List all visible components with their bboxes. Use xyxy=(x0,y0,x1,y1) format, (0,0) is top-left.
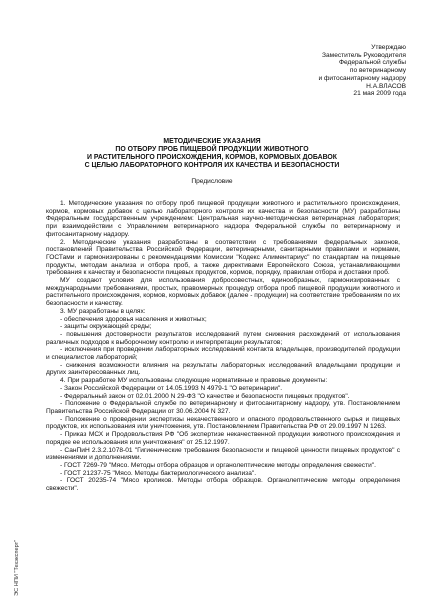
paragraph: 1. Методические указания по отбору проб пищевой продукции животного и растительного происхождения, кормов, кормовых добавок с целью лабораторного контроля их качества и безопасности (МУ) разработаны Федеральным государственным учреждением: Центральная научно-методическая ветеринарная лаборатория; при взаимодействии с Управлением ветеринарного надзора Федеральной службы по ветеринарному и фитосанитарному надзору. xyxy=(46,200,400,238)
paragraph: МУ создают условия для использования добросовестных, единообразных, гармонизированных с международными требованиями, простых, правомерных процедур отбора проб пищевой продукции животного и растительного происхождения, кормов, кормовых добавок (далее - продукции) на соответствие требованиям по их безопасности и качеству. xyxy=(46,277,400,308)
approval-line: Утверждаю xyxy=(371,44,406,51)
list-item: - повышения достоверности результатов исследований путем снижения расхождений от использования различных подходов к выборочному контролю и интерпретации результатов; xyxy=(46,330,400,346)
reference-item: - Федеральный закон от 02.01.2000 N 29-ФЗ "О качестве и безопасности пищевых продуктов". xyxy=(60,392,350,400)
approval-block xyxy=(206,44,406,98)
document-body xyxy=(46,200,400,493)
title-line: С ЦЕЛЬЮ ЛАБОРАТОРНОГО КОНТРОЛЯ ИХ КАЧЕСТВА И БЕЗОПАСНОСТИ xyxy=(84,162,340,169)
document-title xyxy=(60,138,364,170)
title-line: МЕТОДИЧЕСКИЕ УКАЗАНИЯ xyxy=(163,138,261,145)
paragraph: 3. МУ разработаны в целях: xyxy=(60,307,146,315)
reference-item: - ГОСТ 21237-75 "Мясо. Методы бактериологического анализа". xyxy=(60,469,257,477)
side-stamp xyxy=(6,539,21,596)
section-heading: Предисловие xyxy=(191,178,233,185)
side-stamp-text: ЭС НПИ "Техэксперт" xyxy=(14,539,21,596)
approval-signatory: Н.А.ВЛАСОВ xyxy=(366,82,406,90)
list-item: - обеспечения здоровья населения и животных; xyxy=(60,315,207,323)
approval-line: по ветеринарному xyxy=(349,67,406,75)
title-line: И РАСТИТЕЛЬНОГО ПРОИСХОЖДЕНИЯ, КОРМОВ, КОРМОВЫХ ДОБАВОК xyxy=(87,154,337,161)
reference-item: - Приказ МСХ и Продовольствия РФ "Об экспертизе некачественной продукции животного происхождения и порядке ее использования или уничтожения" от 25.12.1997. xyxy=(46,431,400,446)
approval-line: и фитосанитарному надзору xyxy=(318,74,406,82)
reference-item: - СанПиН 2.3.2.1078-01 "Гигиенические требования безопасности и пищевой ценности пищевых продуктов" с изменениями и дополнениями. xyxy=(46,446,400,462)
approval-date: 21 мая 2009 года xyxy=(353,90,406,98)
reference-item: - ГОСТ 7269-79 "Мясо. Методы отбора образцов и органолептические методы определения свежести". xyxy=(60,461,376,469)
paragraph: 2. Методические указания разработаны в соответствии с требованиями федеральных законов, постановлений Правительства Российской Федерации, ветеринарными, санитарными правилами и нормами, ГОСТами и гармонизированы с рекомендациями Комиссии "Кодекс Алиментариус" по стандартам на пищевые продукты, методам анализа и отбора проб, а также директивами Европейского Союза, устанавливающими требования к качеству и безопасности пищевых продуктов, кормов, порядку, правилам отбора и доставки проб. xyxy=(46,238,400,277)
paragraph: 4. При разработке МУ использованы следующие нормативные и правовые документы: xyxy=(60,377,328,385)
reference-item: - Закон Российской Федерации от 14.05.1993 N 4979-1 "О ветеринарии". xyxy=(60,384,283,392)
approval-line: Федеральной службы xyxy=(338,59,406,67)
list-item: - снижения возможности влияния на результаты лабораторных исследований владельцами продукции и других заинтересованных лиц. xyxy=(46,361,400,377)
title-line: ПО ОТБОРУ ПРОБ ПИЩЕВОЙ ПРОДУКЦИИ ЖИВОТНОГО xyxy=(115,146,309,153)
list-item: - защиты окружающей среды; xyxy=(60,323,152,331)
reference-item: - ГОСТ 20235-74 "Мясо кроликов. Методы отбора образцов. Органолептические методы определения свежести". xyxy=(46,477,400,493)
approval-line: Заместитель Руководителя xyxy=(322,51,406,59)
reference-item: - Положение о проведении экспертизы некачественного и опасного продовольственного сырья и пищевых продуктов, их использования или уничтожения, утв. Постановлением Правительства РФ от 29.09.1997 N 1263. xyxy=(46,415,400,431)
list-item: - исключения при проведении лабораторных исследований контакта владельцев, производителей продукции и специалистов лабораторий; xyxy=(46,346,400,362)
reference-item: - Положение о Федеральной службе по ветеринарному и фитосанитарному надзору, утв. Постановлением Правительства Российской Федерации от 30.06.2004 N 327. xyxy=(46,400,400,415)
